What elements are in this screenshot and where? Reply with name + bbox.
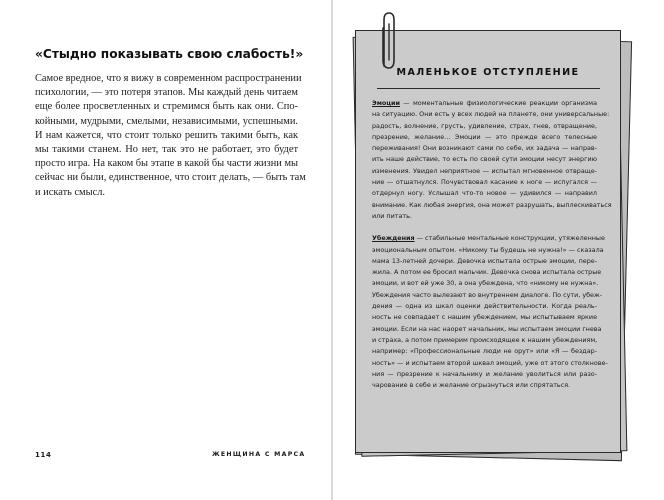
page-number: 114 — [35, 451, 52, 459]
digression-title: МАЛЕНЬКОЕ ОТСТУПЛЕНИЕ — [396, 67, 580, 78]
emotions-line: отдернул ногу. Услышал что-то новое — удивился — направил — [372, 189, 597, 198]
emotions-line: переживания! Они возникают сами по себе, их задача — направ- — [372, 144, 597, 153]
running-title: ЖЕНЩИНА С МАРСА — [212, 451, 306, 458]
body-line: сейчас ни были, единственное, что стоит делать, — быть там — [35, 172, 306, 184]
beliefs-line: например: «Профессиональные люди не орут» или «Я — бездар- — [372, 347, 597, 356]
term-emotions: Эмоции — [372, 99, 400, 107]
beliefs-line: ность» — и испытаем второй шквал эмоций, уже от этого столкнове- — [372, 358, 608, 367]
emotions-line: ить наше действие, то есть по своей сути эмоции несут энергию — [372, 155, 597, 164]
section-heading: «Стыдно показывать свою слабость!» — [35, 47, 304, 61]
emotions-line: внимание. Как любая энергия, она может разрушать, выплескиваться — [372, 200, 612, 209]
term-beliefs: Убеждения — [372, 234, 415, 243]
emotions-line-text: — моментальные физиологические реакции организма — [400, 99, 597, 107]
body-line: Самое вредное, что я вижу в современном распространении — [35, 73, 302, 84]
beliefs-line: эмоции. Если на нас наорет начальник, мы испытаем эмоции гнева — [372, 324, 602, 333]
beliefs-line-text: — стабильные ментальные конструкции, утяжеленные — [414, 234, 605, 243]
emotions-line: на ситуацию. Они есть у всех людей на планете, они универсальные: — [372, 110, 610, 119]
beliefs-line: дения — одна из шкал оценки действительности. Когда реаль- — [372, 302, 597, 311]
body-line: и искать смысл. — [35, 186, 106, 198]
beliefs-line — [372, 233, 605, 244]
emotions-line: радость, волнение, грусть, удивление, страх, гнев, отвращение, — [372, 121, 597, 130]
body-line: просто игра. На каком бы этапе в какой бы части жизни мы — [35, 158, 299, 170]
beliefs-line: мама 13-летней дочери. Девочка испытала острые эмоции, пере- — [372, 256, 597, 265]
emotions-line: ние — отшатнулся. Почувствовал касание к ноге — испугался — — [372, 178, 597, 187]
paragraph-gap — [372, 222, 597, 233]
beliefs-line: и страха, а потом примерим происходящее к нашим убеждениям, — [372, 335, 598, 344]
beliefs-line: эмоции, и вот ей уже 30, а она убеждена, что «никому не нужна». — [372, 279, 599, 288]
body-line: койными, мудрыми, смелыми, независимыми, успешными. — [35, 115, 298, 127]
body-line: И нам кажется, что стоит только решить такими быть, как — [35, 129, 298, 141]
emotions-line: или питать. — [372, 211, 412, 220]
title-divider — [377, 88, 600, 89]
beliefs-line: ния — презрение к начальнику и желание уволиться или разо- — [372, 369, 597, 378]
digression-text — [372, 98, 612, 391]
body-line: еще более просветленных и стремимся быть как они. Спо- — [35, 101, 298, 113]
beliefs-line: эмоциональным опытом. «Никому ты будешь не нужна!» — сказала — [372, 245, 604, 254]
body-paragraph — [35, 72, 306, 200]
body-line: психологии, — это потеря этапов. Мы каждый день читаем — [35, 87, 298, 99]
beliefs-line: жила. А потом ее бросил мальчик. Девочка снова испытала острые — [372, 268, 602, 277]
emotions-line: презрение, желание… Эмоции — это прежде всего телесные — [372, 132, 597, 141]
beliefs-line: Убеждения часто вылезают во внутреннем диалоге. По сути, убеж- — [372, 290, 603, 299]
body-line: мы такими станем. Но нет, так это не работает, это будет — [35, 144, 298, 156]
beliefs-line: ность не совпадает с нашим убеждением, мы испытываем яркие — [372, 313, 597, 322]
emotions-line — [372, 98, 597, 109]
beliefs-line: чарование в себе и желание огрызнуться или спрятаться. — [372, 381, 571, 390]
paperclip-icon — [378, 10, 400, 72]
emotions-line: изменения. Увидел неприятное — испытал мгновенное отвраще- — [372, 166, 597, 175]
